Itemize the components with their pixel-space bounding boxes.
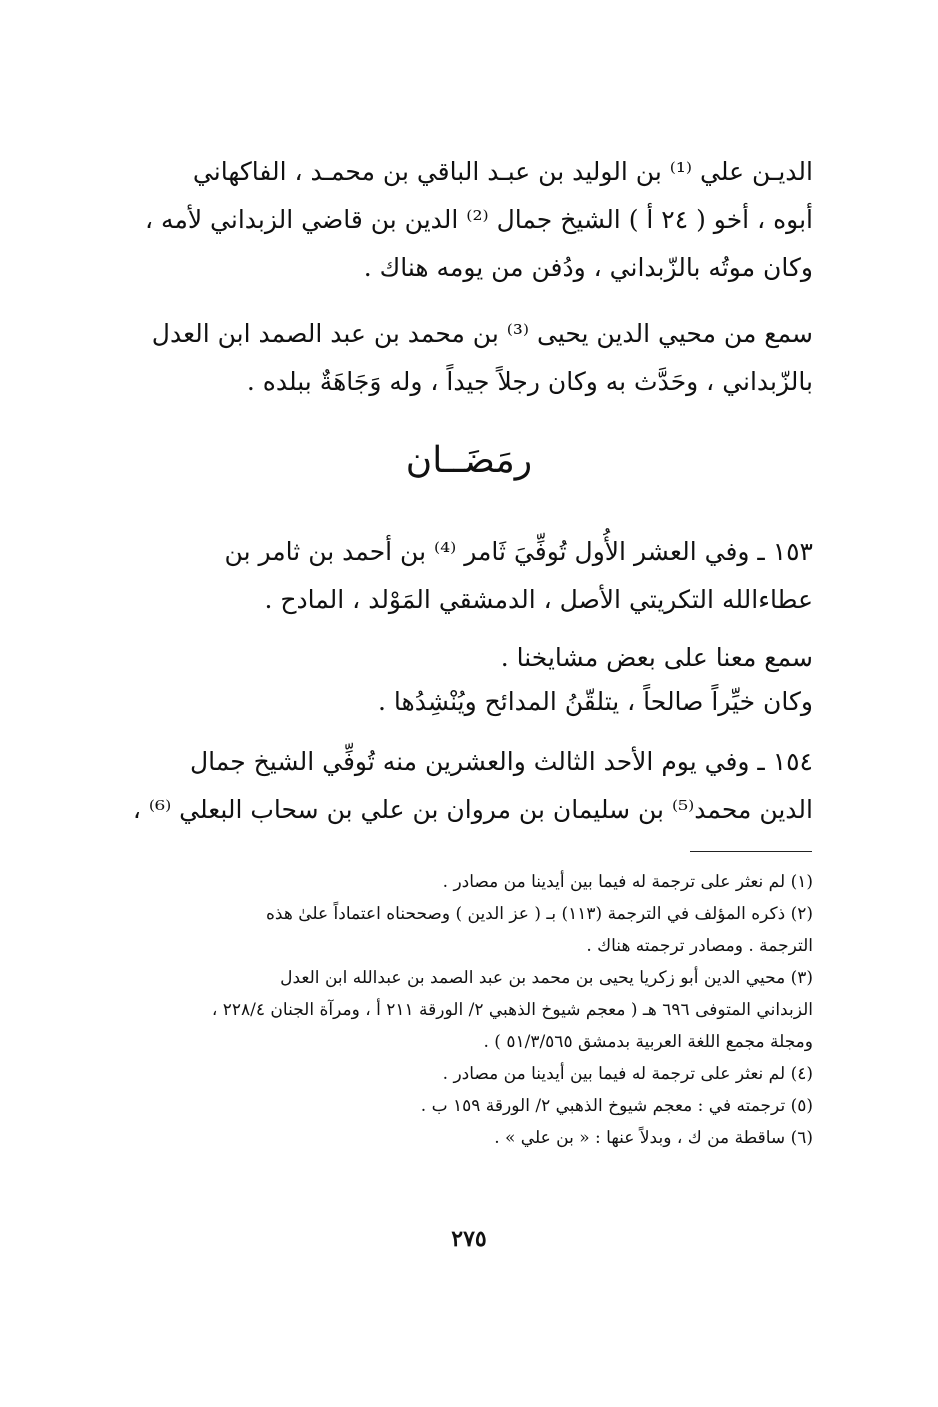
footnote-2-cont: الترجمة . ومصادر ترجمته هناك . bbox=[586, 936, 813, 956]
entry-153-detail-line-1: سمع معنا على بعض مشايخنا . bbox=[500, 643, 813, 672]
entry-153-line-2: عطاءالله التكريتي الأصل ، الدمشقي المَوْلد ، المادح . bbox=[264, 585, 813, 614]
footnote-1: (١) لم نعثر على ترجمة له فيما بين أيدينا من مصادر . bbox=[442, 872, 813, 892]
footnote-3-cont-2: ومجلة مجمع اللغة العربية بدمشق ٥١/٣/٥٦٥ ) . bbox=[483, 1032, 813, 1052]
paragraph-1-line-2: أبوه ، أخو ( ٢٤ أ ) الشيخ جمال ⁽²⁾ الدين بن قاضي الزبداني لأمه ، bbox=[145, 205, 813, 234]
footnote-5: (٥) ترجمته في : معجم شيوخ الذهبي ٢/ الورقة ١٥٩ ب . bbox=[420, 1096, 813, 1116]
footnotes bbox=[148, 866, 813, 1154]
footnote-3-cont-1: الزبداني المتوفى ٦٩٦ هـ ( معجم شيوخ الذهبي ٢/ الورقة ٢١١ أ ، ومرآة الجنان ٢٢٨/٤ ، bbox=[211, 1000, 813, 1020]
paragraph-2-line-2: بالزّبداني ، وحَدَّث به وكان رجلاً جيداً ، وله وَجَاهَةٌ ببلده . bbox=[246, 367, 813, 396]
section-heading: رمَضَــان bbox=[405, 440, 533, 481]
paragraph-1 bbox=[145, 148, 813, 292]
footnote-6: (٦) ساقطة من ك ، وبدلاً عنها : « بن علي » . bbox=[494, 1128, 813, 1148]
entry-153 bbox=[148, 528, 813, 624]
entry-154-line-2: الدين محمد⁽⁵⁾ بن سليمان بن مروان بن علي بن سحاب البعلي ⁽⁶⁾ ، bbox=[132, 795, 813, 824]
entry-154 bbox=[132, 738, 813, 834]
entry-153-detail-line-2: وكان خيِّراً صالحاً ، يتلقّنُ المدائح ويُنْشِدُها . bbox=[378, 687, 813, 716]
entry-153-line-1: ١٥٣ ـ وفي العشر الأُول تُوفِّيَ ثَامر ⁽⁴⁾ بن أحمد بن ثامر بن bbox=[224, 537, 813, 566]
paragraph-1-line-3: وكان موتُه بالزّبداني ، ودُفن من يومه هناك . bbox=[363, 253, 813, 282]
footnote-2: (٢) ذكره المؤلف في الترجمة (١١٣) بـ ( عز الدين ) وصححناه اعتماداً علىٰ هذه bbox=[266, 904, 813, 924]
footnote-divider bbox=[690, 851, 812, 852]
footnote-3: (٣) محيي الدين أبو زكريا يحيى بن محمد بن عبد الصمد بن عبدالله ابن العدل bbox=[280, 968, 813, 988]
paragraph-2-line-1: سمع من محيي الدين يحيى ⁽³⁾ بن محمد بن عبد الصمد ابن العدل bbox=[151, 319, 813, 348]
page-number: ٢٧٥ bbox=[451, 1226, 487, 1252]
entry-154-line-1: ١٥٤ ـ وفي يوم الأحد الثالث والعشرين منه تُوفِّي الشيخ جمال bbox=[190, 747, 813, 776]
paragraph-1-line-1: الديـن علي ⁽¹⁾ بن الوليد بن عبـد الباقي بن محمـد ، الفاكهاني bbox=[192, 157, 813, 186]
entry-153-details bbox=[148, 636, 813, 724]
footnote-4: (٤) لم نعثر على ترجمة له فيما بين أيدينا من مصادر . bbox=[442, 1064, 813, 1084]
paragraph-2 bbox=[148, 310, 813, 406]
